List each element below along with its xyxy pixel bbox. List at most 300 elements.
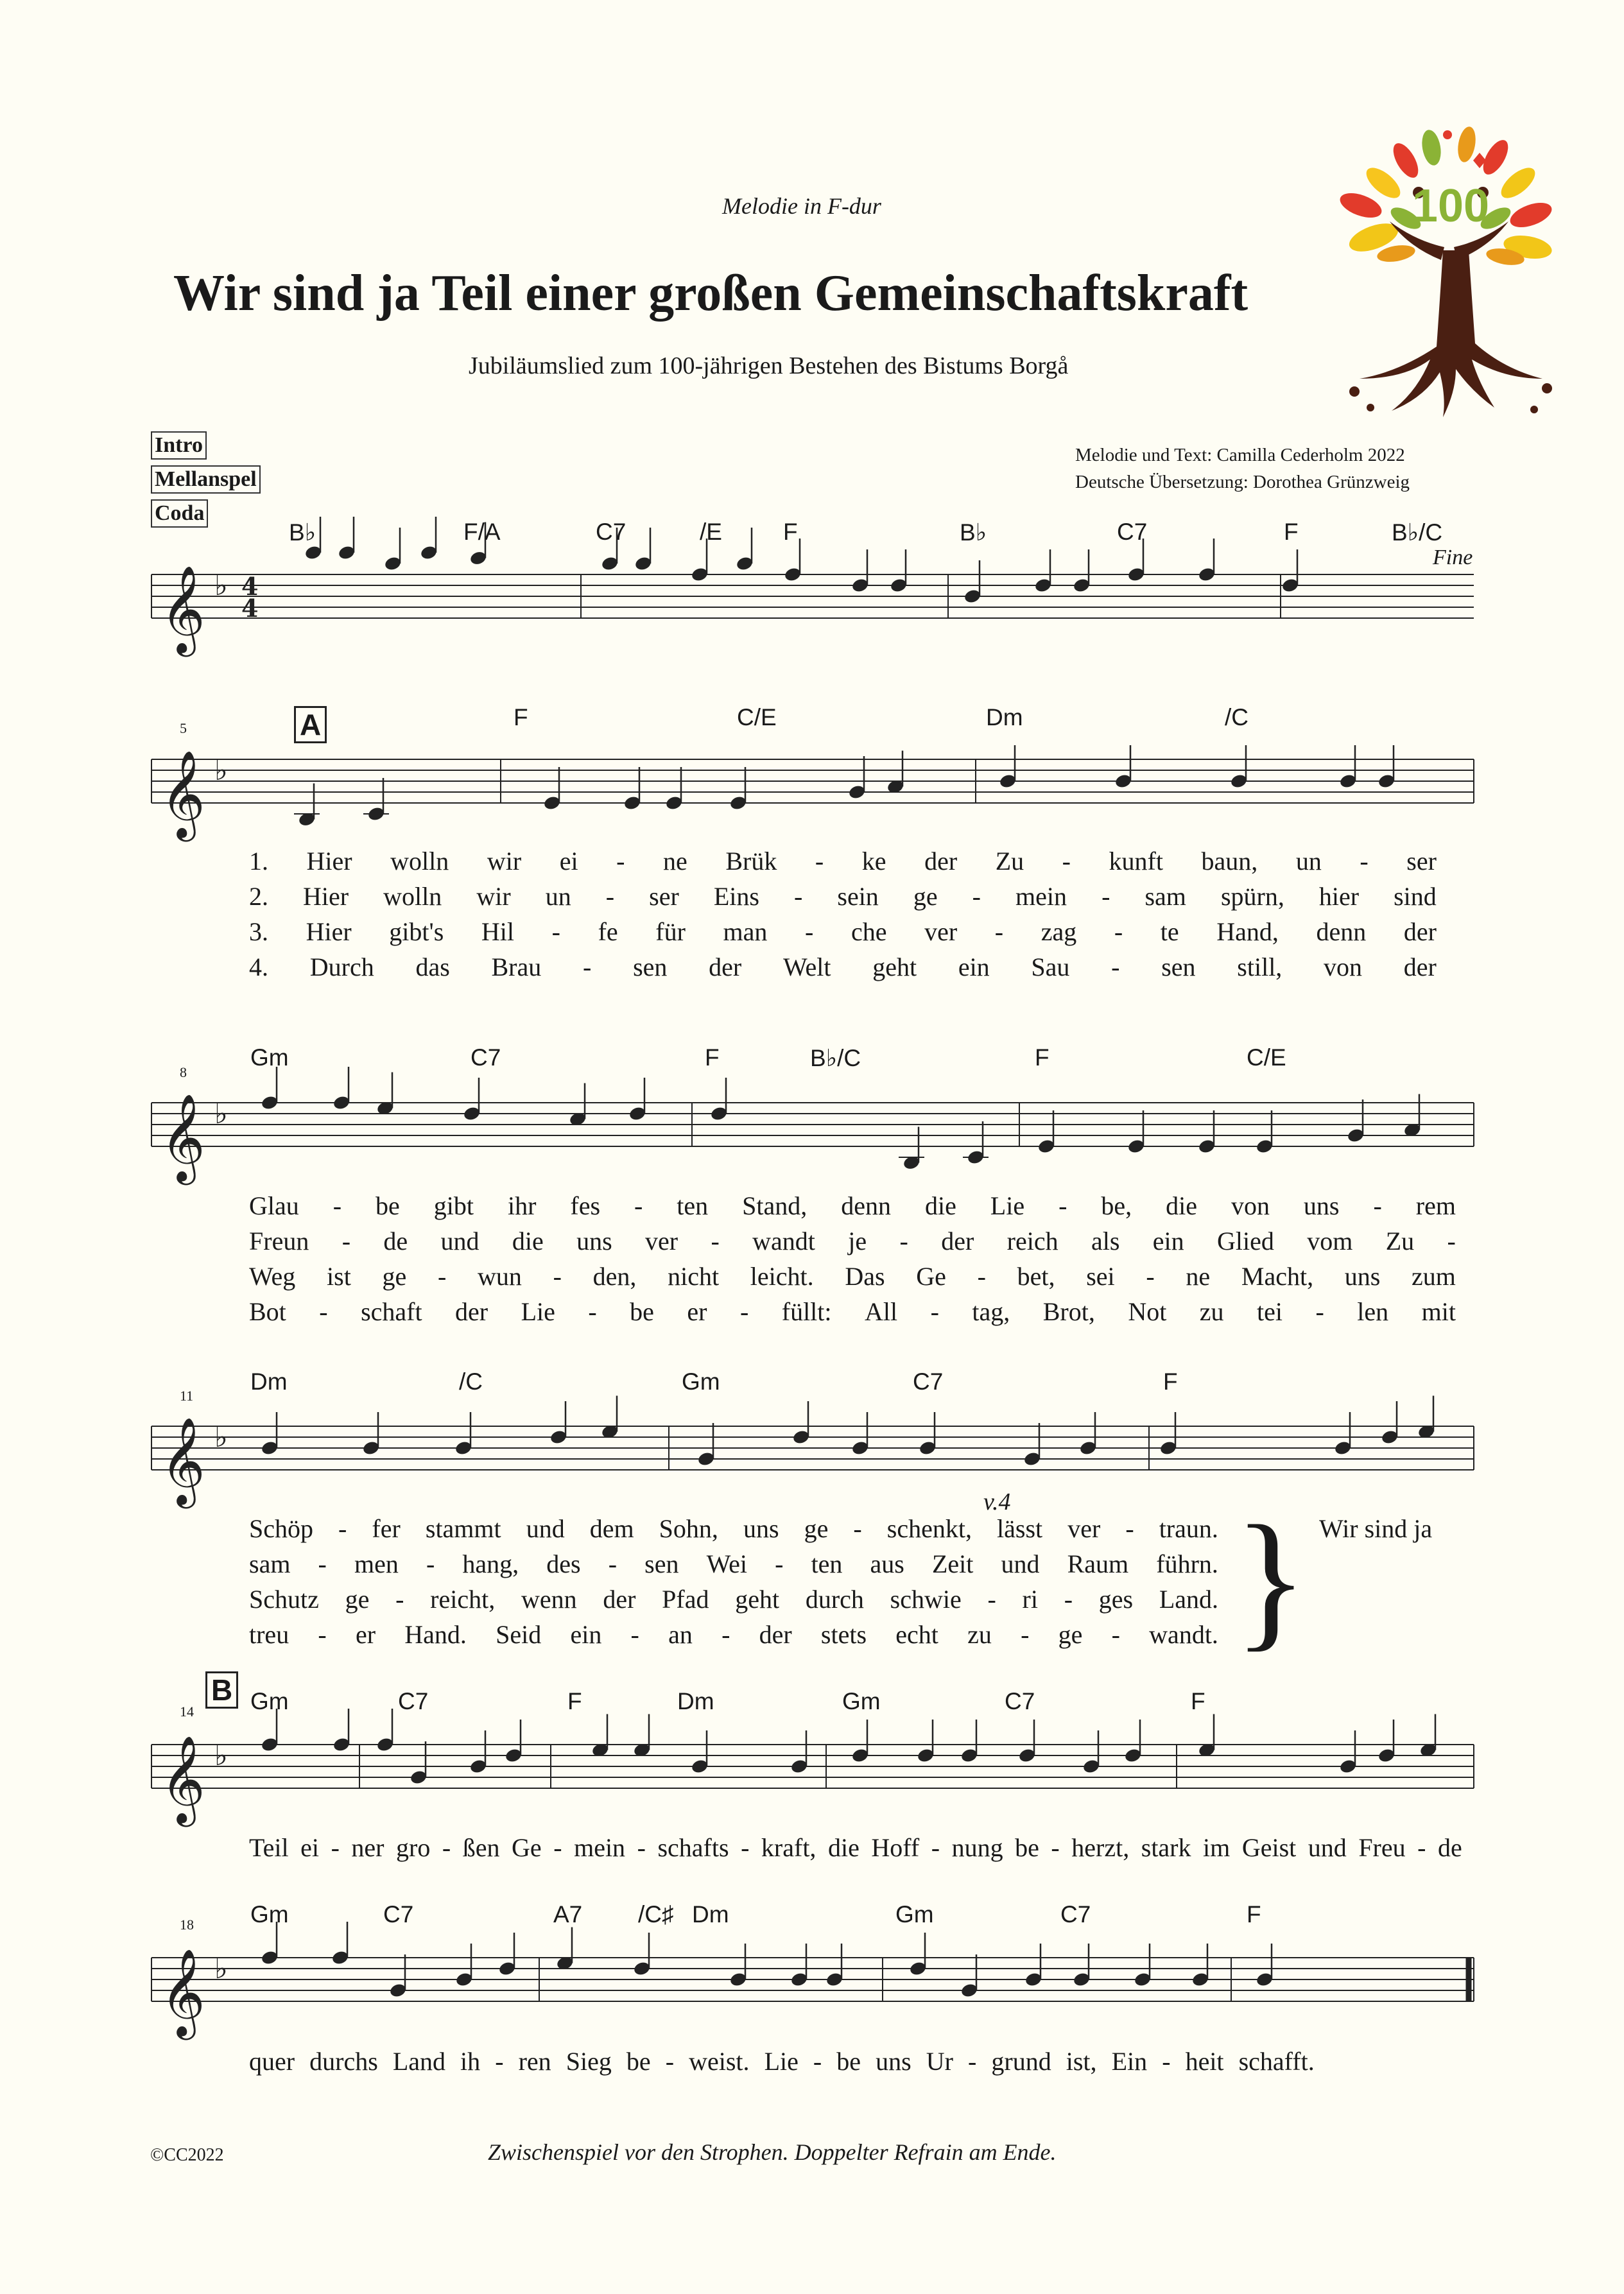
lyric-syllable: Lie [521,1297,555,1326]
lyric-syllable: ri [1022,1585,1038,1614]
lyric-syllable: fes [570,1191,601,1220]
lyric-syllable: ein [958,953,990,981]
lyric-syllable: ge [804,1514,829,1543]
lyric-syllable: Lie [764,2047,799,2076]
lyric-syllable: te [1160,917,1179,946]
chord-6: B♭ [960,519,987,546]
verse-line-2 [249,881,1437,911]
lyric-syllable: - [1021,1620,1030,1649]
lyric-syllable: ei [300,1833,320,1862]
fine-mark: Fine [1433,546,1473,569]
lyric-syllable: ren [518,2047,551,2076]
lyric-syllable: Brük [725,847,777,875]
lyric-syllable: - [318,1620,327,1649]
time-signature-bottom: 4 [241,594,259,623]
measure-number: 11 [180,1388,194,1404]
logo-100: 100 [1412,180,1490,232]
lyric-syllable: geht [872,953,917,981]
lyric-syllable: men [354,1549,399,1578]
flat-key-signature-icon: ♭ [214,1421,228,1454]
lyric-syllable: - [813,2047,822,2076]
lyric-syllable: Ein [1111,2047,1148,2076]
lyric-syllable: Stand, [742,1191,808,1220]
lyric-syllable: Bot [249,1297,286,1326]
lyric-syllable: und [440,1227,479,1255]
lyric-syllable: aus [870,1549,904,1578]
lyric-syllable: - [637,1833,646,1862]
lyric-syllable: Not [1128,1297,1167,1326]
lyric-syllable: ser [649,882,679,911]
lyric-syllable: wandt [752,1227,815,1255]
lyric-syllable: ner [351,1833,384,1862]
time-signature-top: 4 [241,572,259,601]
lyric-syllable: Teil [249,1833,289,1862]
lyric-syllable: Land [392,2047,445,2076]
lyric-syllable: rem [1415,1191,1456,1220]
lyric-syllable: lässt [997,1514,1043,1543]
lyric-syllable: Freu [1358,1833,1406,1862]
lyric-syllable: schwie [890,1585,962,1614]
lyric-syllable: leicht. [750,1262,814,1291]
lyric-syllable: be [626,2047,651,2076]
lyric-syllable: - [994,917,1004,946]
lyric-syllable: Wei [706,1549,748,1578]
lyric-syllable: - [972,882,981,911]
verse-line-4 [249,1297,1456,1327]
lyric-syllable: Brau [491,953,542,981]
lyric-syllable: - [1417,1833,1426,1862]
lyric-syllable: - [338,1514,347,1543]
lyric-syllable: wenn [521,1585,577,1614]
lyric-syllable: - [341,1227,351,1255]
lyric-syllable: Hier [306,917,352,946]
lyric-syllable: gro [396,1833,431,1862]
verse-4-mark: v.4 [983,1488,1011,1515]
lyric-syllable: - [1315,1297,1324,1326]
treble-clef-icon: 𝄞 [160,1947,205,2036]
chord-2: C7 [398,1688,429,1714]
chord-8: F [1247,1901,1261,1927]
lyric-syllable: ihr [507,1191,537,1220]
lyric-syllable: 2. [249,882,268,911]
lyric-syllable: die [827,1833,860,1862]
lyric-syllable: je [848,1227,867,1255]
lyric-syllable: schafts [657,1833,729,1862]
chord-1: Gm [250,1044,289,1071]
lyric-syllable: - [815,847,824,875]
lyric-syllable: Zeit [931,1549,974,1578]
lyric-syllable: der [1403,917,1437,946]
lyric-syllable: - [588,1297,597,1326]
lyric-syllable: 4. [249,953,268,981]
lyric-syllable: er [355,1620,376,1649]
credit-translation: Deutsche Übersetzung: Dorothea Grünzweig [1075,472,1410,492]
rehearsal-mark-b: B [205,1671,238,1709]
verse-line-4 [249,952,1437,982]
lyric-syllable: be [630,1297,654,1326]
lyric-syllable: tag, [972,1297,1010,1326]
lyric-syllable: uns [876,2047,911,2076]
lyric-syllable: - [1064,1585,1073,1614]
lyric-syllable: echt [895,1620,938,1649]
chord-5: F [783,519,798,545]
verse-line-2 [249,1549,1218,1579]
coda-button[interactable]: Coda [151,499,208,528]
lyric-syllable: ge [913,882,938,911]
lyric-syllable: treu [249,1620,289,1649]
refrain-pickup: Wir sind ja [1319,1514,1433,1543]
lyric-syllable: Ge [512,1833,542,1862]
lyric-syllable: tei [1257,1297,1283,1326]
verse-line-3 [249,1584,1218,1614]
lyric-syllable: - [583,953,592,981]
lyric-syllable: che [851,917,887,946]
lyric-syllable: ne [663,847,687,875]
lyric-syllable: ein [570,1620,602,1649]
lyric-syllable: - [553,1833,562,1862]
lyric-syllable: hang, [462,1549,519,1578]
lyric-syllable: ser [1406,847,1437,875]
lyric-syllable: - [1146,1262,1155,1291]
lyric-syllable: ver [924,917,958,946]
lyric-syllable: sen [644,1549,679,1578]
lyric-syllable: und [1308,1833,1347,1862]
lyric-syllable: Durch [309,953,374,981]
chord-3: C7 [596,519,626,545]
lyric-syllable: die [924,1191,956,1220]
lyric-syllable: von [1231,1191,1270,1220]
chord-5: F [1163,1368,1178,1395]
lyric-syllable: Raum [1067,1549,1129,1578]
lyric-syllable: heit [1185,2047,1224,2076]
lyric-syllable: - [899,1227,908,1255]
lyric-syllable: - [711,1227,720,1255]
lyric-syllable: ne [1186,1262,1211,1291]
lyric-syllable: wolln [390,847,449,875]
lyric-syllable: geht [735,1585,780,1614]
lyric-syllable: Glau [249,1191,299,1220]
lyric-syllable: de [383,1227,408,1255]
lyric-syllable: - [608,1549,618,1578]
treble-clef-icon: 𝄞 [160,1734,205,1823]
copyright: ©CC2022 [150,2145,224,2165]
lyric-syllable: Ur [926,2047,953,2076]
lyric-syllable: - [553,1262,562,1291]
lyric-syllable: un [545,882,571,911]
lyric-syllable: - [630,1620,639,1649]
chord-3: F [705,1044,720,1071]
lyric-syllable: füllt: [781,1297,832,1326]
lyric-syllable: vom [1307,1227,1353,1255]
lyric-syllable: der [1403,953,1437,981]
chord-4: /E [700,519,722,545]
chord-3: A7 [553,1901,583,1927]
lyric-syllable: schafft. [1238,2047,1315,2076]
lyric-syllable: gibt's [389,917,444,946]
flat-key-signature-icon: ♭ [214,754,228,787]
lyric-syllable: Zu [1385,1227,1415,1255]
lyric-syllable: stammt [425,1514,501,1543]
chord-1: B♭ [289,519,316,546]
key-note: Melodie in F-dur [722,193,881,219]
lyric-syllable: zag [1041,917,1077,946]
lyric-syllable: - [1111,953,1120,981]
lyric-syllable: für [655,917,686,946]
lyric-syllable: de [1438,1833,1462,1862]
lyric-syllable: 3. [249,917,268,946]
lyric-syllable: - [1058,1191,1067,1220]
lyric-syllable: - [319,1297,328,1326]
lyric-syllable: fer [372,1514,401,1543]
lyric-syllable: stets [820,1620,867,1649]
lyric-syllable: hier [1318,882,1360,911]
lyric-syllable: der [924,847,958,875]
lyric-syllable: - [616,847,625,875]
lyric-syllable: wun [478,1262,522,1291]
verse-line-3 [249,917,1437,947]
lyric-syllable: len [1357,1297,1389,1326]
chord-6: C/E [1247,1044,1286,1071]
lyric-syllable: - [1051,1833,1060,1862]
lyric-syllable: an [668,1620,693,1649]
treble-clef-icon: 𝄞 [160,564,205,653]
chord-3: Dm [986,704,1023,730]
lyric-syllable: be, [1101,1191,1132,1220]
lyric-syllable: - [1114,917,1123,946]
performance-note: Zwischenspiel vor den Strophen. Doppelter Refrain am Ende. [488,2139,1057,2165]
lyric-syllable: Das [845,1262,885,1291]
lyric-syllable: un [1295,847,1322,875]
verse-brace: } [1234,1494,1308,1664]
lyric-syllable: sam [1145,882,1186,911]
lyric-syllable: uns [576,1227,612,1255]
lyric-syllable: - [605,882,615,911]
lyric-syllable: denn [1316,917,1367,946]
chord-4: B♭/C [810,1045,861,1071]
lyric-syllable: Hier [303,882,349,911]
chord-4: /C♯ [638,1901,674,1927]
chord-3: Gm [682,1368,720,1395]
lyric-syllable: ge [345,1585,370,1614]
song-subtitle: Jubiläumslied zum 100-jährigen Bestehen des Bistums Borgå [469,352,1069,379]
flat-key-signature-icon: ♭ [214,569,228,602]
lyric-syllable: der [941,1227,974,1255]
lyric-syllable: ges [1098,1585,1134,1614]
lyric-syllable: führn. [1156,1549,1218,1578]
lyric-syllable: - [1373,1191,1382,1220]
lyric-syllable: - [1111,1620,1120,1649]
lyric-syllable: - [551,917,560,946]
lyric-syllable: mit [1421,1297,1456,1326]
lyric-syllable: Weg [249,1262,296,1291]
lyric-syllable: die [512,1227,544,1255]
chord-1: Gm [250,1901,289,1927]
mellanspel-button[interactable]: Mellanspel [151,465,261,494]
lyric-syllable: nung [951,1833,1003,1862]
chord-6: Gm [895,1901,934,1927]
lyric-syllable: grund [991,2047,1051,2076]
lyric-syllable: der [759,1620,792,1649]
lyric-syllable: uns [1303,1191,1340,1220]
lyric-syllable: - [318,1549,327,1578]
lyric-syllable: gibt [433,1191,474,1220]
chord-4: C7 [913,1368,944,1395]
lyric-syllable: wir [487,847,522,875]
lyric-syllable: ist, [1066,2047,1097,2076]
chord-4: Dm [677,1688,714,1714]
refrain-line [249,1833,1462,1863]
lyric-syllable: zu [967,1620,992,1649]
chord-1: Gm [250,1688,289,1714]
lyric-syllable: den, [592,1262,637,1291]
lyric-syllable: - [1162,2047,1171,2076]
lyric-syllable: be [376,1191,400,1220]
lyric-syllable: quer [249,2047,295,2076]
chord-2: C7 [383,1901,414,1927]
verse-line-3 [249,1261,1456,1291]
chord-7: F [1191,1688,1205,1714]
lyric-syllable: Macht, [1241,1262,1314,1291]
lyric-syllable: - [739,1297,749,1326]
chord-2: C7 [471,1044,501,1071]
refrain-line [249,2046,1315,2076]
lyric-syllable: - [634,1191,643,1220]
flat-key-signature-icon: ♭ [214,1739,228,1772]
lyric-syllable: ist [327,1262,351,1291]
lyric-syllable: Seid [496,1620,542,1649]
lyric-syllable: Hil [481,917,515,946]
lyric-syllable: - [437,1262,447,1291]
lyric-syllable: - [977,1262,986,1291]
chord-2: C/E [737,704,777,730]
chord-2: /C [459,1368,483,1395]
lyric-syllable: baun, [1201,847,1258,875]
lyric-syllable: Brot, [1042,1297,1095,1326]
measure-number: 14 [180,1703,194,1720]
lyric-syllable: ten [677,1191,709,1220]
lyric-syllable: Land. [1159,1585,1218,1614]
lyric-syllable: be [836,2047,861,2076]
lyric-syllable: der [455,1297,488,1326]
lyric-syllable: - [442,1833,451,1862]
lyric-syllable: - [1062,847,1071,875]
flat-key-signature-icon: ♭ [214,1098,228,1130]
chord-7: C7 [1117,519,1148,545]
lyric-syllable: Sohn, [659,1514,718,1543]
lyric-syllable: - [968,2047,977,2076]
lyric-syllable: - [794,882,803,911]
lyric-syllable: sei [1086,1262,1115,1291]
lyric-syllable: zu [1199,1297,1224,1326]
lyric-syllable: bet, [1017,1262,1055,1291]
verse-line-1 [249,1191,1456,1221]
lyric-syllable: durch [805,1585,864,1614]
lyric-syllable: ver [1067,1514,1101,1543]
lyric-syllable: sen [1161,953,1196,981]
lyric-syllable: er [687,1297,707,1326]
lyric-syllable: - [987,1585,996,1614]
lyric-syllable: im [1203,1833,1231,1862]
chord-9: B♭/C [1392,519,1443,546]
verse-line-1 [249,846,1437,876]
lyric-syllable: Hoff [871,1833,920,1862]
lyric-syllable: still, [1237,953,1283,981]
lyric-syllable: ei [559,847,578,875]
lyric-syllable: die [1166,1191,1197,1220]
lyric-syllable: der [709,953,742,981]
chord-8: F [1284,519,1299,545]
lyric-syllable: 1. [249,847,268,875]
lyric-syllable: - [853,1514,862,1543]
lyric-syllable: traun. [1159,1514,1218,1543]
lyric-syllable: - [331,1833,340,1862]
lyric-syllable: Glied [1216,1227,1274,1255]
lyric-syllable: durchs [309,2047,378,2076]
lyric-syllable: und [1001,1549,1040,1578]
lyric-syllable: ver [645,1227,678,1255]
lyric-syllable: ßen [462,1833,500,1862]
lyric-syllable: kraft, [761,1833,816,1862]
lyric-syllable: der [603,1585,636,1614]
lyric-syllable: Eins [713,882,759,911]
treble-clef-icon: 𝄞 [160,749,205,838]
treble-clef-icon: 𝄞 [160,1416,205,1505]
lyric-syllable: - [333,1191,342,1220]
measure-number: 5 [180,720,187,736]
lyric-syllable: - [775,1549,784,1578]
lyric-syllable: - [931,1833,940,1862]
lyric-syllable: ke [861,847,886,875]
lyric-syllable: stark [1141,1833,1191,1862]
intro-button[interactable]: Intro [151,431,207,460]
lyric-syllable: Ge [916,1262,946,1291]
lyric-syllable: Welt [782,953,831,981]
chord-5: Dm [692,1901,729,1927]
chord-5: Gm [842,1688,881,1714]
flat-key-signature-icon: ♭ [214,1953,228,1985]
lyric-syllable: - [1447,1227,1456,1255]
lyric-syllable: sein [837,882,879,911]
lyric-syllable: sam [249,1549,291,1578]
lyric-syllable: uns [1344,1262,1381,1291]
lyric-syllable: - [741,1833,750,1862]
lyric-syllable: - [395,1585,404,1614]
lyric-syllable: sind [1394,882,1437,911]
lyric-syllable: als [1091,1227,1120,1255]
chord-5: F [1035,1044,1050,1071]
lyric-syllable: Sieg [566,2047,612,2076]
lyric-syllable: das [415,953,450,981]
lyric-syllable: von [1324,953,1363,981]
lyric-syllable: - [426,1549,435,1578]
chord-4: /C [1225,704,1248,730]
measure-number: 18 [180,1917,194,1933]
verse-line-1 [249,1514,1218,1544]
lyric-syllable: - [1125,1514,1134,1543]
credit-melody: Melodie und Text: Camilla Cederholm 2022 [1075,445,1405,465]
lyric-syllable: sen [633,953,668,981]
chord-7: C7 [1060,1901,1091,1927]
lyric-syllable: - [495,2047,504,2076]
lyric-syllable: Hier [306,847,352,875]
lyric-syllable: herzt, [1071,1833,1130,1862]
lyric-syllable: Lie [990,1191,1025,1220]
lyric-syllable: man [723,917,768,946]
lyric-syllable: reicht, [430,1585,496,1614]
lyric-syllable: - [805,917,814,946]
lyric-syllable: Schöp [249,1514,313,1543]
song-title: Wir sind ja Teil einer großen Gemeinschaftskraft [173,265,1248,322]
